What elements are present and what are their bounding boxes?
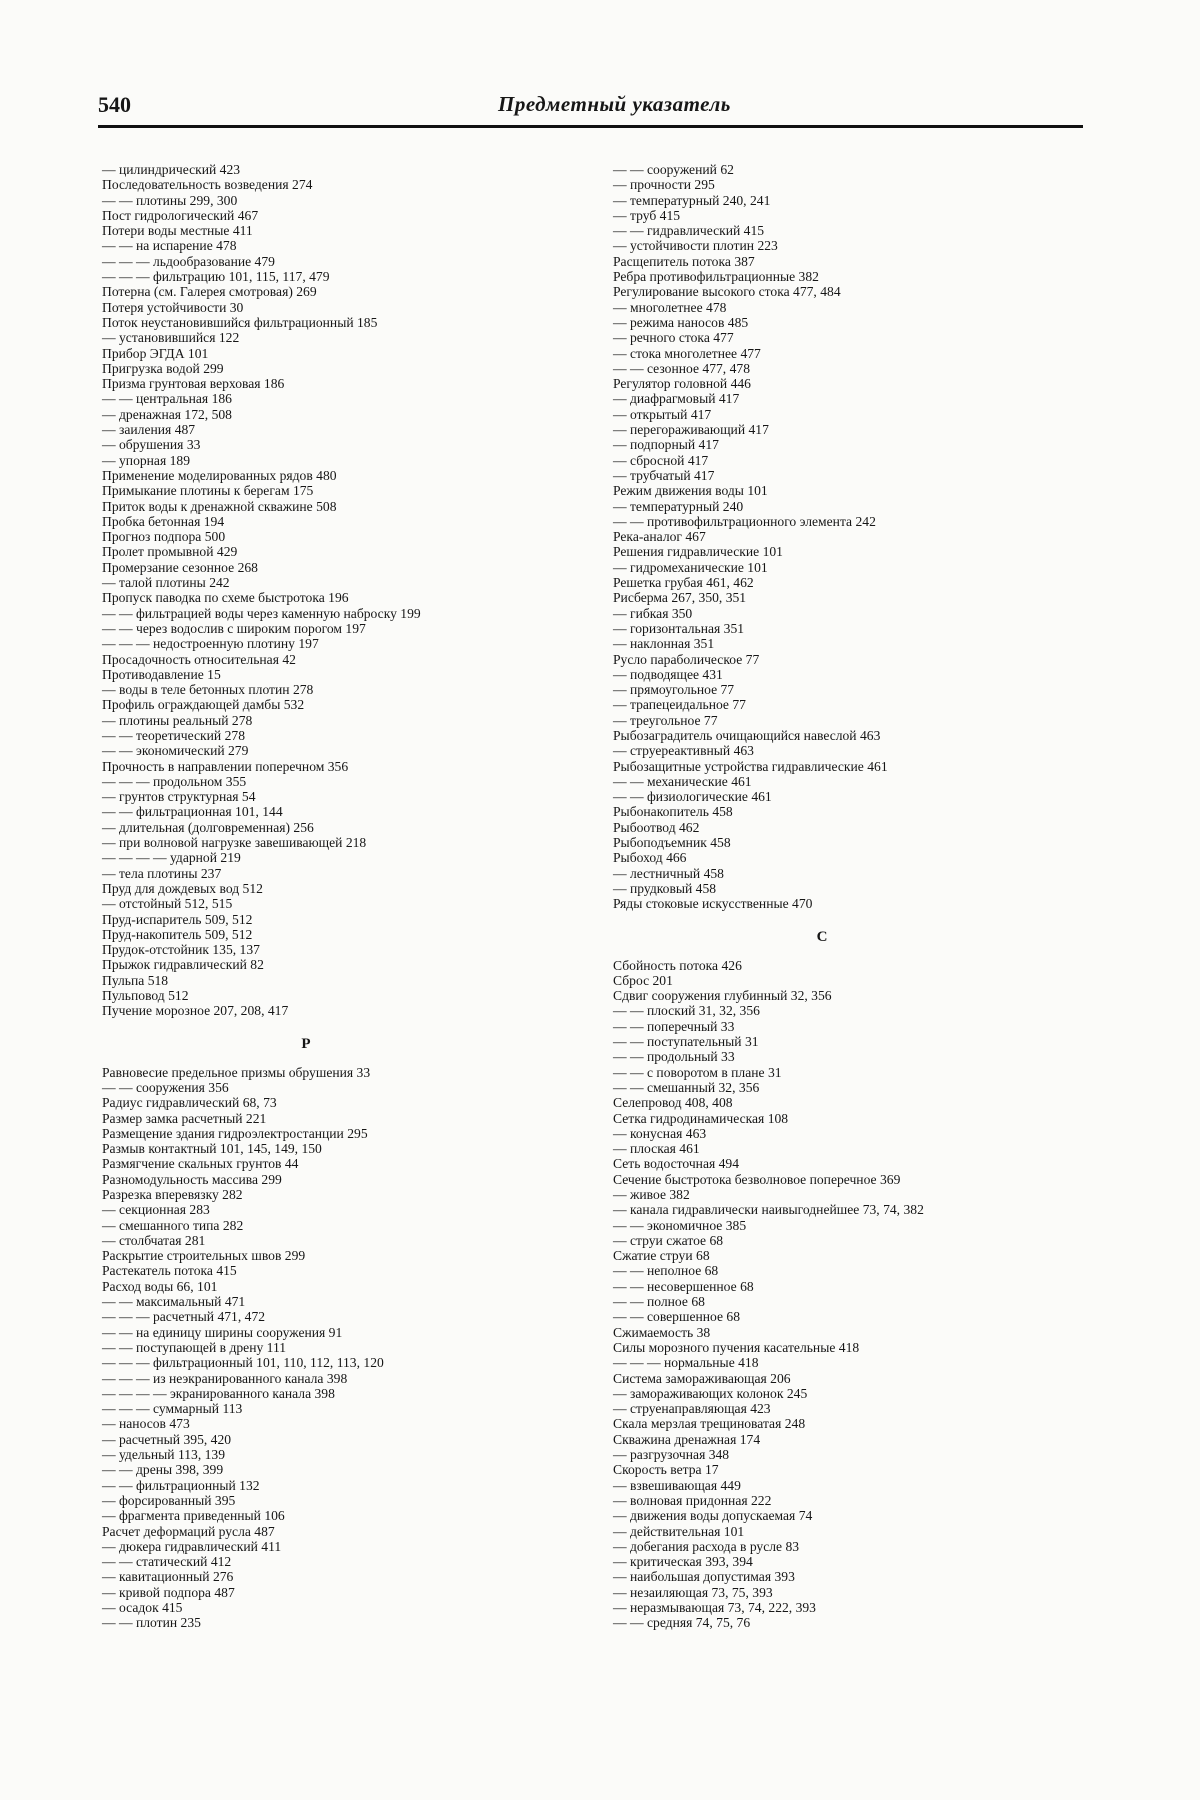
page-number: 540	[98, 92, 131, 117]
index-entry: — форсированный 395	[102, 1492, 236, 1508]
index-entry: Просадочность относительная 42	[102, 651, 296, 667]
index-entry: Пролет промывной 429	[102, 544, 238, 560]
index-entry: Пробка бетонная 194	[102, 513, 225, 529]
index-entry: — — механические 461	[613, 773, 752, 789]
section-letter-r: Р	[301, 1035, 311, 1052]
index-entry: — незаиляющая 73, 75, 393	[613, 1584, 773, 1600]
index-entry: — установившийся 122	[102, 330, 240, 346]
index-entry: — конусная 463	[613, 1125, 707, 1141]
section-letter-s: С	[816, 928, 828, 945]
index-entry: Скала мерзлая трещиноватая 248	[613, 1416, 806, 1432]
index-entry: — — совершенное 68	[613, 1309, 741, 1325]
index-entry: — трапецеидальное 77	[613, 697, 746, 713]
index-entry: — — физиологические 461	[613, 789, 772, 805]
left-entries-p-cont	[102, 162, 580, 1019]
index-entry: — горизонтальная 351	[613, 620, 745, 636]
index-entry: Скорость ветра 17	[613, 1462, 719, 1478]
index-entry: — наибольшая допустимая 393	[613, 1569, 795, 1585]
index-entry: — — — продольном 355	[102, 773, 247, 789]
index-entry: — трубчатый 417	[613, 467, 715, 483]
index-entry: — прямоугольное 77	[613, 682, 735, 698]
index-entry: Приток воды к дренажной скважине 508	[102, 498, 337, 514]
index-entry: — неразмывающая 73, 74, 222, 393	[613, 1600, 816, 1616]
index-entry: — — средняя 74, 75, 76	[613, 1615, 751, 1631]
index-entry: — струереактивный 463	[613, 743, 754, 759]
index-entry: — прочности 295	[613, 177, 715, 193]
index-entry: — грунтов структурная 54	[102, 789, 256, 805]
index-entry: Регулятор головной 446	[613, 376, 751, 392]
index-entry: — смешанного типа 282	[102, 1217, 244, 1233]
index-entry: — труб 415	[613, 207, 681, 223]
index-entry: — режима наносов 485	[613, 314, 749, 330]
index-entry: Примыкание плотины к берегам 175	[102, 483, 314, 499]
index-entry: — наносов 473	[102, 1416, 190, 1432]
index-entry: — перегораживающий 417	[613, 422, 769, 438]
index-entry: Сбойность потока 426	[613, 957, 742, 973]
index-entry: Применение моделированных рядов 480	[102, 467, 337, 483]
right-entries-s	[613, 958, 1091, 1631]
index-entry: Размягчение скальных грунтов 44	[102, 1156, 299, 1172]
index-entry: — удельный 113, 139	[102, 1447, 226, 1463]
index-entry: Прочность в направлении поперечном 356	[102, 758, 349, 774]
index-entry: — заиления 487	[102, 422, 196, 438]
header-rule	[98, 125, 1083, 128]
index-entry: — волновая придонная 222	[613, 1492, 772, 1508]
index-entry: — плотины реальный 278	[102, 712, 253, 728]
index-entry: — треугольное 77	[613, 712, 718, 728]
index-entry: — — — суммарный 113	[102, 1401, 243, 1417]
index-entry: Пропуск паводка по схеме быстротока 196	[102, 590, 349, 606]
index-entry: — — полное 68	[613, 1294, 705, 1310]
index-entry: Силы морозного пучения касательные 418	[613, 1339, 860, 1355]
index-entry: — критическая 393, 394	[613, 1554, 753, 1570]
index-entry: — струи сжатое 68	[613, 1232, 724, 1248]
index-entry: Рыбозащитные устройства гидравлические 461	[613, 758, 888, 774]
index-entry: Рыбонакопитель 458	[613, 804, 733, 820]
index-entry: — — — недостроенную плотину 197	[102, 636, 319, 652]
index-entry: — гибкая 350	[613, 605, 693, 621]
index-entry: — обрушения 33	[102, 437, 201, 453]
index-entry: Рисберма 267, 350, 351	[613, 590, 747, 606]
index-entry: Равновесие предельное призмы обрушения 33	[102, 1064, 371, 1080]
index-entry: Сдвиг сооружения глубинный 32, 356	[613, 988, 832, 1004]
index-entry: Русло параболическое 77	[613, 651, 760, 667]
index-entry: — струенаправляющая 423	[613, 1401, 771, 1417]
index-entry: Ребра противофильтрационные 382	[613, 269, 819, 285]
index-entry: Пригрузка водой 299	[102, 360, 224, 376]
index-entry: — — теоретический 278	[102, 727, 245, 743]
index-entry: — отстойный 512, 515	[102, 896, 233, 912]
index-entry: — — максимальный 471	[102, 1294, 246, 1310]
index-entry: — — плотин 235	[102, 1615, 201, 1631]
right-column	[613, 162, 1091, 1631]
index-entry: — подпорный 417	[613, 437, 719, 453]
index-entry: — секционная 283	[102, 1202, 210, 1218]
index-entry: — — плотины 299, 300	[102, 192, 238, 208]
index-entry: — — гидравлический 415	[613, 223, 765, 239]
index-entry: — — поступающей в дрену 111	[102, 1339, 287, 1355]
index-entry: — — фильтрационный 132	[102, 1477, 260, 1493]
index-entry: Потери воды местные 411	[102, 223, 253, 239]
index-entry: — — смешанный 32, 356	[613, 1079, 760, 1095]
index-entry: — наклонная 351	[613, 636, 715, 652]
index-entry: Ряды стоковые искусственные 470	[613, 896, 813, 912]
index-entry: — кавитационный 276	[102, 1569, 234, 1585]
index-entry: Потерна (см. Галерея смотровая) 269	[102, 284, 317, 300]
index-entry: Расчет деформаций русла 487	[102, 1523, 275, 1539]
index-entry: Пост гидрологический 467	[102, 207, 259, 223]
index-entry: — — дрены 398, 399	[102, 1462, 224, 1478]
index-entry: Рыбозаградитель очищающийся навеслой 463	[613, 727, 881, 743]
index-entry: Радиус гидравлический 68, 73	[102, 1095, 277, 1111]
index-entry: — — — нормальные 418	[613, 1355, 759, 1371]
index-entry: Разномодульность массива 299	[102, 1171, 282, 1187]
index-entry: Рыбоотвод 462	[613, 819, 700, 835]
index-entry: Промерзание сезонное 268	[102, 559, 258, 575]
index-entry: — устойчивости плотин 223	[613, 238, 778, 254]
index-entry: — — с поворотом в плане 31	[613, 1064, 782, 1080]
index-entry: — замораживающих колонок 245	[613, 1385, 808, 1401]
index-entry: — сбросной 417	[613, 452, 709, 468]
index-entry: Разрезка вперевязку 282	[102, 1187, 243, 1202]
index-entry: — — статический 412	[102, 1554, 232, 1570]
index-entry: — — центральная 186	[102, 391, 232, 407]
left-entries-r	[102, 1065, 580, 1631]
index-entry: — речного стока 477	[613, 330, 734, 346]
index-entry: Поток неустановившийся фильтрационный 185	[102, 314, 378, 330]
index-entry: Решения гидравлические 101	[613, 544, 783, 560]
index-entry: — дюкера гидравлический 411	[102, 1538, 282, 1554]
right-entries-r-cont	[613, 162, 1091, 912]
index-entry: — плоская 461	[613, 1141, 700, 1157]
index-entry: Прудок-отстойник 135, 137	[102, 942, 260, 958]
index-entry: — — сооружения 356	[102, 1079, 229, 1095]
index-entry: Расход воды 66, 101	[102, 1278, 218, 1294]
index-entry: Рыбоподъемник 458	[613, 835, 731, 851]
index-entry: — — на единицу ширины сооружения 91	[102, 1324, 343, 1340]
index-entry: — — — — экранированного канала 398	[102, 1385, 335, 1401]
index-entry: — — — фильтрационный 101, 110, 112, 113, 120	[102, 1355, 384, 1371]
index-entry: — воды в теле бетонных плотин 278	[102, 682, 314, 698]
index-entry: — — несовершенное 68	[613, 1278, 754, 1294]
index-entry: Сечение быстротока безволновое поперечное 369	[613, 1171, 901, 1187]
index-entry: — — — расчетный 471, 472	[102, 1309, 266, 1325]
index-entry: — стока многолетнее 477	[613, 345, 761, 361]
index-entry: — — плоский 31, 32, 356	[613, 1003, 760, 1019]
index-entry: Регулирование высокого стока 477, 484	[613, 284, 841, 300]
index-entry: Решетка грубая 461, 462	[613, 575, 754, 591]
index-entry: — осадок 415	[102, 1600, 183, 1616]
index-entry: — диафрагмовый 417	[613, 391, 740, 407]
index-entry: — тела плотины 237	[102, 865, 222, 881]
index-entry: — талой плотины 242	[102, 575, 230, 591]
index-entry: — — — фильтрацию 101, 115, 117, 479	[102, 269, 330, 285]
index-entry: — лестничный 458	[613, 865, 724, 881]
index-entry: Прыжок гидравлический 82	[102, 957, 264, 973]
index-entry: — фрагмента приведенный 106	[102, 1508, 285, 1524]
index-entry: — — через водослив с широким порогом 197	[102, 620, 366, 636]
index-entry: Сброс 201	[613, 972, 673, 988]
index-entry: — — поступательный 31	[613, 1034, 759, 1050]
index-entry: Пульповод 512	[102, 988, 189, 1004]
index-entry: — дренажная 172, 508	[102, 406, 232, 422]
index-entry: Селепровод 408, 408	[613, 1095, 733, 1111]
index-entry: — гидромеханические 101	[613, 559, 768, 575]
index-entry: Сеть водосточная 494	[613, 1156, 740, 1172]
index-entry: — — продольный 33	[613, 1049, 735, 1065]
index-entry: — канала гидравлически наивыгоднейшее 73, 74, 382	[613, 1202, 924, 1218]
index-entry: Профиль ограждающей дамбы 532	[102, 697, 305, 713]
left-column	[102, 162, 580, 1631]
index-entry: — действительная 101	[613, 1523, 745, 1539]
index-entry: Растекатель потока 415	[102, 1263, 237, 1279]
index-entry: Пруд-накопитель 509, 512	[102, 926, 253, 942]
index-entry: — живое 382	[613, 1187, 690, 1202]
index-entry: — разгрузочная 348	[613, 1447, 730, 1463]
index-entry: Сжимаемость 38	[613, 1324, 711, 1340]
index-entry: — — экономичное 385	[613, 1217, 747, 1233]
index-entry: — прудковый 458	[613, 880, 717, 896]
index-entry: Пульпа 518	[102, 972, 169, 988]
index-entry: — — на испарение 478	[102, 238, 237, 254]
index-entry: — — сооружений 62	[613, 162, 734, 177]
index-entry: Река-аналог 467	[613, 529, 706, 545]
index-entry: Сетка гидродинамическая 108	[613, 1110, 789, 1126]
index-entry: — цилиндрический 423	[102, 162, 241, 177]
index-entry: — — — из неэкранированного канала 398	[102, 1370, 348, 1386]
index-entry: Пучение морозное 207, 208, 417	[102, 1003, 289, 1019]
index-entry: Размещение здания гидроэлектростанции 295	[102, 1125, 368, 1141]
index-entry: Размер замка расчетный 221	[102, 1110, 267, 1126]
index-entry: Пруд-испаритель 509, 512	[102, 911, 253, 927]
index-entry: Последовательность возведения 274	[102, 177, 313, 193]
index-entry: — температурный 240, 241	[613, 192, 771, 208]
index-entry: — — неполное 68	[613, 1263, 719, 1279]
index-entry: Система замораживающая 206	[613, 1370, 791, 1386]
index-entry: — при волновой нагрузке завешивающей 218	[102, 835, 367, 851]
index-entry: — добегания расхода в русле 83	[613, 1538, 800, 1554]
index-entry: Скважина дренажная 174	[613, 1431, 761, 1447]
index-entry: — кривой подпора 487	[102, 1584, 235, 1600]
index-entry: — многолетнее 478	[613, 299, 727, 315]
index-entry: Пруд для дождевых вод 512	[102, 880, 263, 896]
index-entry: — — фильтрацией воды через каменную наброску 199	[102, 605, 421, 621]
index-entry: Противодавление 15	[102, 666, 221, 682]
index-entry: — — фильтрационная 101, 144	[102, 804, 283, 820]
index-entry: Прибор ЭГДА 101	[102, 345, 209, 361]
index-entry: Режим движения воды 101	[613, 483, 768, 499]
index-entry: Раскрытие строительных швов 299	[102, 1248, 306, 1264]
index-entry: — упорная 189	[102, 452, 191, 468]
index-entry: — — сезонное 477, 478	[613, 360, 750, 376]
index-entry: Расщепитель потока 387	[613, 253, 755, 269]
index-entry: Призма грунтовая верховая 186	[102, 376, 285, 392]
index-entry: — — противофильтрационного элемента 242	[613, 513, 876, 529]
index-entry: — движения воды допускаемая 74	[613, 1508, 813, 1524]
index-entry: — взвешивающая 449	[613, 1477, 741, 1493]
index-entry: — длительная (долговременная) 256	[102, 819, 314, 835]
index-entry: — подводящее 431	[613, 666, 723, 682]
index-entry: — расчетный 395, 420	[102, 1431, 232, 1447]
index-entry: — открытый 417	[613, 406, 712, 422]
index-entry: — температурный 240	[613, 498, 744, 514]
index-entry: — — экономический 279	[102, 743, 249, 759]
index-entry: Рыбоход 466	[613, 850, 687, 866]
index-entry: Сжатие струи 68	[613, 1248, 710, 1264]
index-entry: Размыв контактный 101, 145, 149, 150	[102, 1141, 322, 1157]
index-entry: — — — — ударной 219	[102, 850, 241, 866]
index-entry: Прогноз подпора 500	[102, 529, 226, 545]
running-title: Предметный указатель	[498, 92, 731, 116]
index-entry: — столбчатая 281	[102, 1232, 206, 1248]
index-entry: — — — льдообразование 479	[102, 253, 275, 269]
index-entry: Потеря устойчивости 30	[102, 299, 244, 315]
index-entry: — — поперечный 33	[613, 1018, 735, 1034]
